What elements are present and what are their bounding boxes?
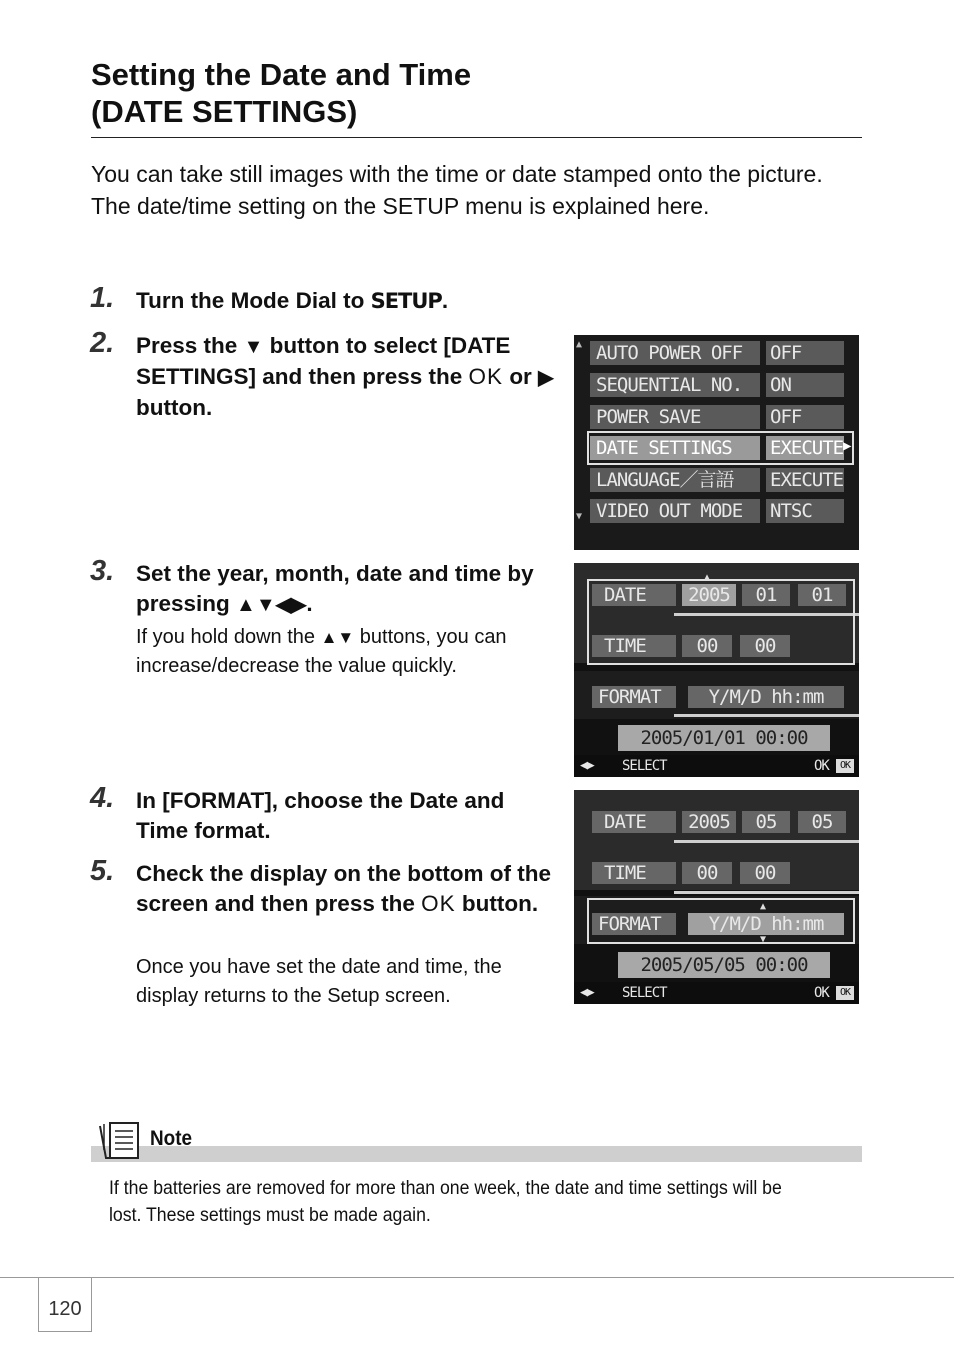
setup-mode-icon: SETUP bbox=[370, 289, 442, 313]
step-1-pre: Turn the Mode Dial to bbox=[136, 288, 371, 313]
time-label: TIME bbox=[592, 635, 676, 657]
ok-badge-icon: OK bbox=[836, 759, 854, 773]
step-5-a: Check the display on the bottom of the screen and then press the bbox=[136, 861, 552, 916]
year-up-arrow-icon: ▲ bbox=[704, 572, 710, 583]
screen-footer bbox=[574, 982, 859, 1004]
format-label: FORMAT bbox=[592, 913, 676, 935]
date-label: DATE bbox=[592, 584, 676, 606]
ok-badge-icon: OK bbox=[836, 986, 854, 1000]
format-value: Y/M/D hh:mm bbox=[688, 913, 844, 935]
selection-right-arrow-icon: ▶ bbox=[843, 438, 851, 454]
step-1-text bbox=[136, 286, 448, 316]
date-label: DATE bbox=[592, 811, 676, 833]
step-4-text: In [FORMAT], choose the Date and Time format. bbox=[136, 788, 505, 843]
date-settings-screen-2 bbox=[574, 790, 859, 1004]
menu-value: EXECUTE bbox=[766, 436, 844, 460]
date-preview: 2005/05/05 00:00 bbox=[618, 952, 830, 978]
minute-field: 00 bbox=[740, 862, 790, 884]
selection-frame bbox=[587, 898, 855, 944]
year-field: 2005 bbox=[682, 811, 736, 833]
menu-value: ON bbox=[766, 373, 844, 397]
scroll-up-icon: ▲ bbox=[576, 339, 582, 350]
menu-value: OFF bbox=[766, 341, 844, 365]
separator-bar bbox=[674, 714, 859, 717]
menu-value: NTSC bbox=[766, 499, 844, 523]
step-3-a: Set the year, month, date and time by pressing bbox=[136, 561, 534, 616]
step-3-text bbox=[136, 559, 556, 620]
step-2-a: Press the bbox=[136, 333, 244, 358]
selection-frame bbox=[587, 579, 855, 665]
step-2-number: 2. bbox=[90, 327, 115, 359]
step-3-sub-a: If you hold down the bbox=[136, 626, 321, 648]
title-line-2: (DATE SETTINGS) bbox=[91, 94, 358, 129]
menu-label: AUTO POWER OFF bbox=[590, 341, 760, 365]
menu-label: VIDEO OUT MODE bbox=[590, 499, 760, 523]
left-right-arrows-icon: ◀▶ bbox=[580, 758, 594, 773]
step-2-text bbox=[136, 331, 556, 423]
note-icon bbox=[96, 1120, 142, 1162]
format-value: Y/M/D hh:mm bbox=[688, 686, 844, 708]
right-arrow-icon: ▶ bbox=[538, 367, 554, 389]
time-label: TIME bbox=[592, 862, 676, 884]
page-number: 120 bbox=[38, 1277, 92, 1332]
step-1-post: . bbox=[441, 288, 449, 313]
note-text: If the batteries are removed for more than one week, the date and time settings will be lost. These settings must be made again. bbox=[109, 1178, 782, 1226]
direction-arrows-icon: ▲▼◀▶ bbox=[236, 594, 307, 616]
step-4-number: 4. bbox=[90, 782, 115, 814]
separator-bar bbox=[674, 891, 859, 894]
left-right-arrows-icon: ◀▶ bbox=[580, 985, 594, 1000]
menu-label: SEQUENTIAL NO. bbox=[590, 373, 760, 397]
footer-ok-label: OK bbox=[814, 985, 829, 1001]
format-label: FORMAT bbox=[592, 686, 676, 708]
selection-frame bbox=[587, 431, 854, 465]
year-field: 2005 bbox=[682, 584, 736, 606]
note-bar bbox=[91, 1146, 862, 1162]
down-arrow-icon: ▼ bbox=[243, 336, 264, 358]
title-line-1: Setting the Date and Time bbox=[91, 57, 472, 92]
intro-paragraph-1: You can take still images with the time or date stamped onto the picture. bbox=[91, 161, 823, 187]
day-field: 01 bbox=[798, 584, 846, 606]
step-5-text bbox=[136, 859, 561, 919]
month-field: 05 bbox=[742, 811, 790, 833]
step-2-d: button. bbox=[136, 395, 213, 420]
menu-label: POWER SAVE bbox=[590, 405, 760, 429]
ok-button-icon: OK bbox=[421, 891, 456, 916]
minute-field: 00 bbox=[740, 635, 790, 657]
intro-text bbox=[91, 158, 851, 222]
date-settings-screen-1 bbox=[574, 563, 859, 777]
ok-button-icon: OK bbox=[468, 364, 504, 389]
menu-label: DATE SETTINGS bbox=[590, 436, 760, 460]
intro-paragraph-2: The date/time setting on the SETUP menu is explained here. bbox=[91, 193, 710, 219]
step-5-b: button. bbox=[455, 891, 539, 916]
screen-footer bbox=[574, 755, 859, 777]
page-title bbox=[91, 56, 862, 130]
step-3-subtext bbox=[136, 623, 556, 681]
note-label: Note bbox=[150, 1127, 193, 1150]
step-2-b: button to select [DATE SETTINGS] and then press the bbox=[136, 333, 511, 389]
separator-bar bbox=[674, 840, 859, 843]
hour-field: 00 bbox=[682, 862, 732, 884]
step-3-sub-b: buttons, you can increase/decrease the value quickly. bbox=[136, 626, 507, 677]
step-2-c: or bbox=[503, 364, 539, 389]
menu-value: OFF bbox=[766, 405, 844, 429]
month-field: 01 bbox=[742, 584, 790, 606]
day-field: 05 bbox=[798, 811, 846, 833]
footer-ok-label: OK bbox=[814, 758, 829, 774]
step-5-number: 5. bbox=[90, 855, 115, 887]
footer-select-label: SELECT bbox=[622, 985, 667, 1001]
hour-field: 00 bbox=[682, 635, 732, 657]
title-rule bbox=[91, 137, 862, 138]
format-up-arrow-icon: ▲ bbox=[760, 901, 766, 912]
page-footer-rule bbox=[0, 1277, 954, 1278]
footer-select-label: SELECT bbox=[622, 758, 667, 774]
up-down-arrows-icon: ▲▼ bbox=[320, 628, 355, 647]
menu-label: LANGUAGE／言語 bbox=[590, 468, 760, 492]
format-down-arrow-icon: ▼ bbox=[760, 934, 766, 945]
date-preview: 2005/01/01 00:00 bbox=[618, 725, 830, 751]
setup-menu-screen bbox=[574, 335, 859, 550]
step-5-subtext: Once you have set the date and time, the display returns to the Setup screen. bbox=[136, 956, 502, 1007]
step-3-b: . bbox=[306, 591, 313, 616]
step-1-number: 1. bbox=[90, 282, 115, 314]
menu-value: EXECUTE bbox=[766, 468, 844, 492]
scroll-down-icon: ▼ bbox=[576, 511, 582, 522]
step-3-number: 3. bbox=[90, 555, 115, 587]
